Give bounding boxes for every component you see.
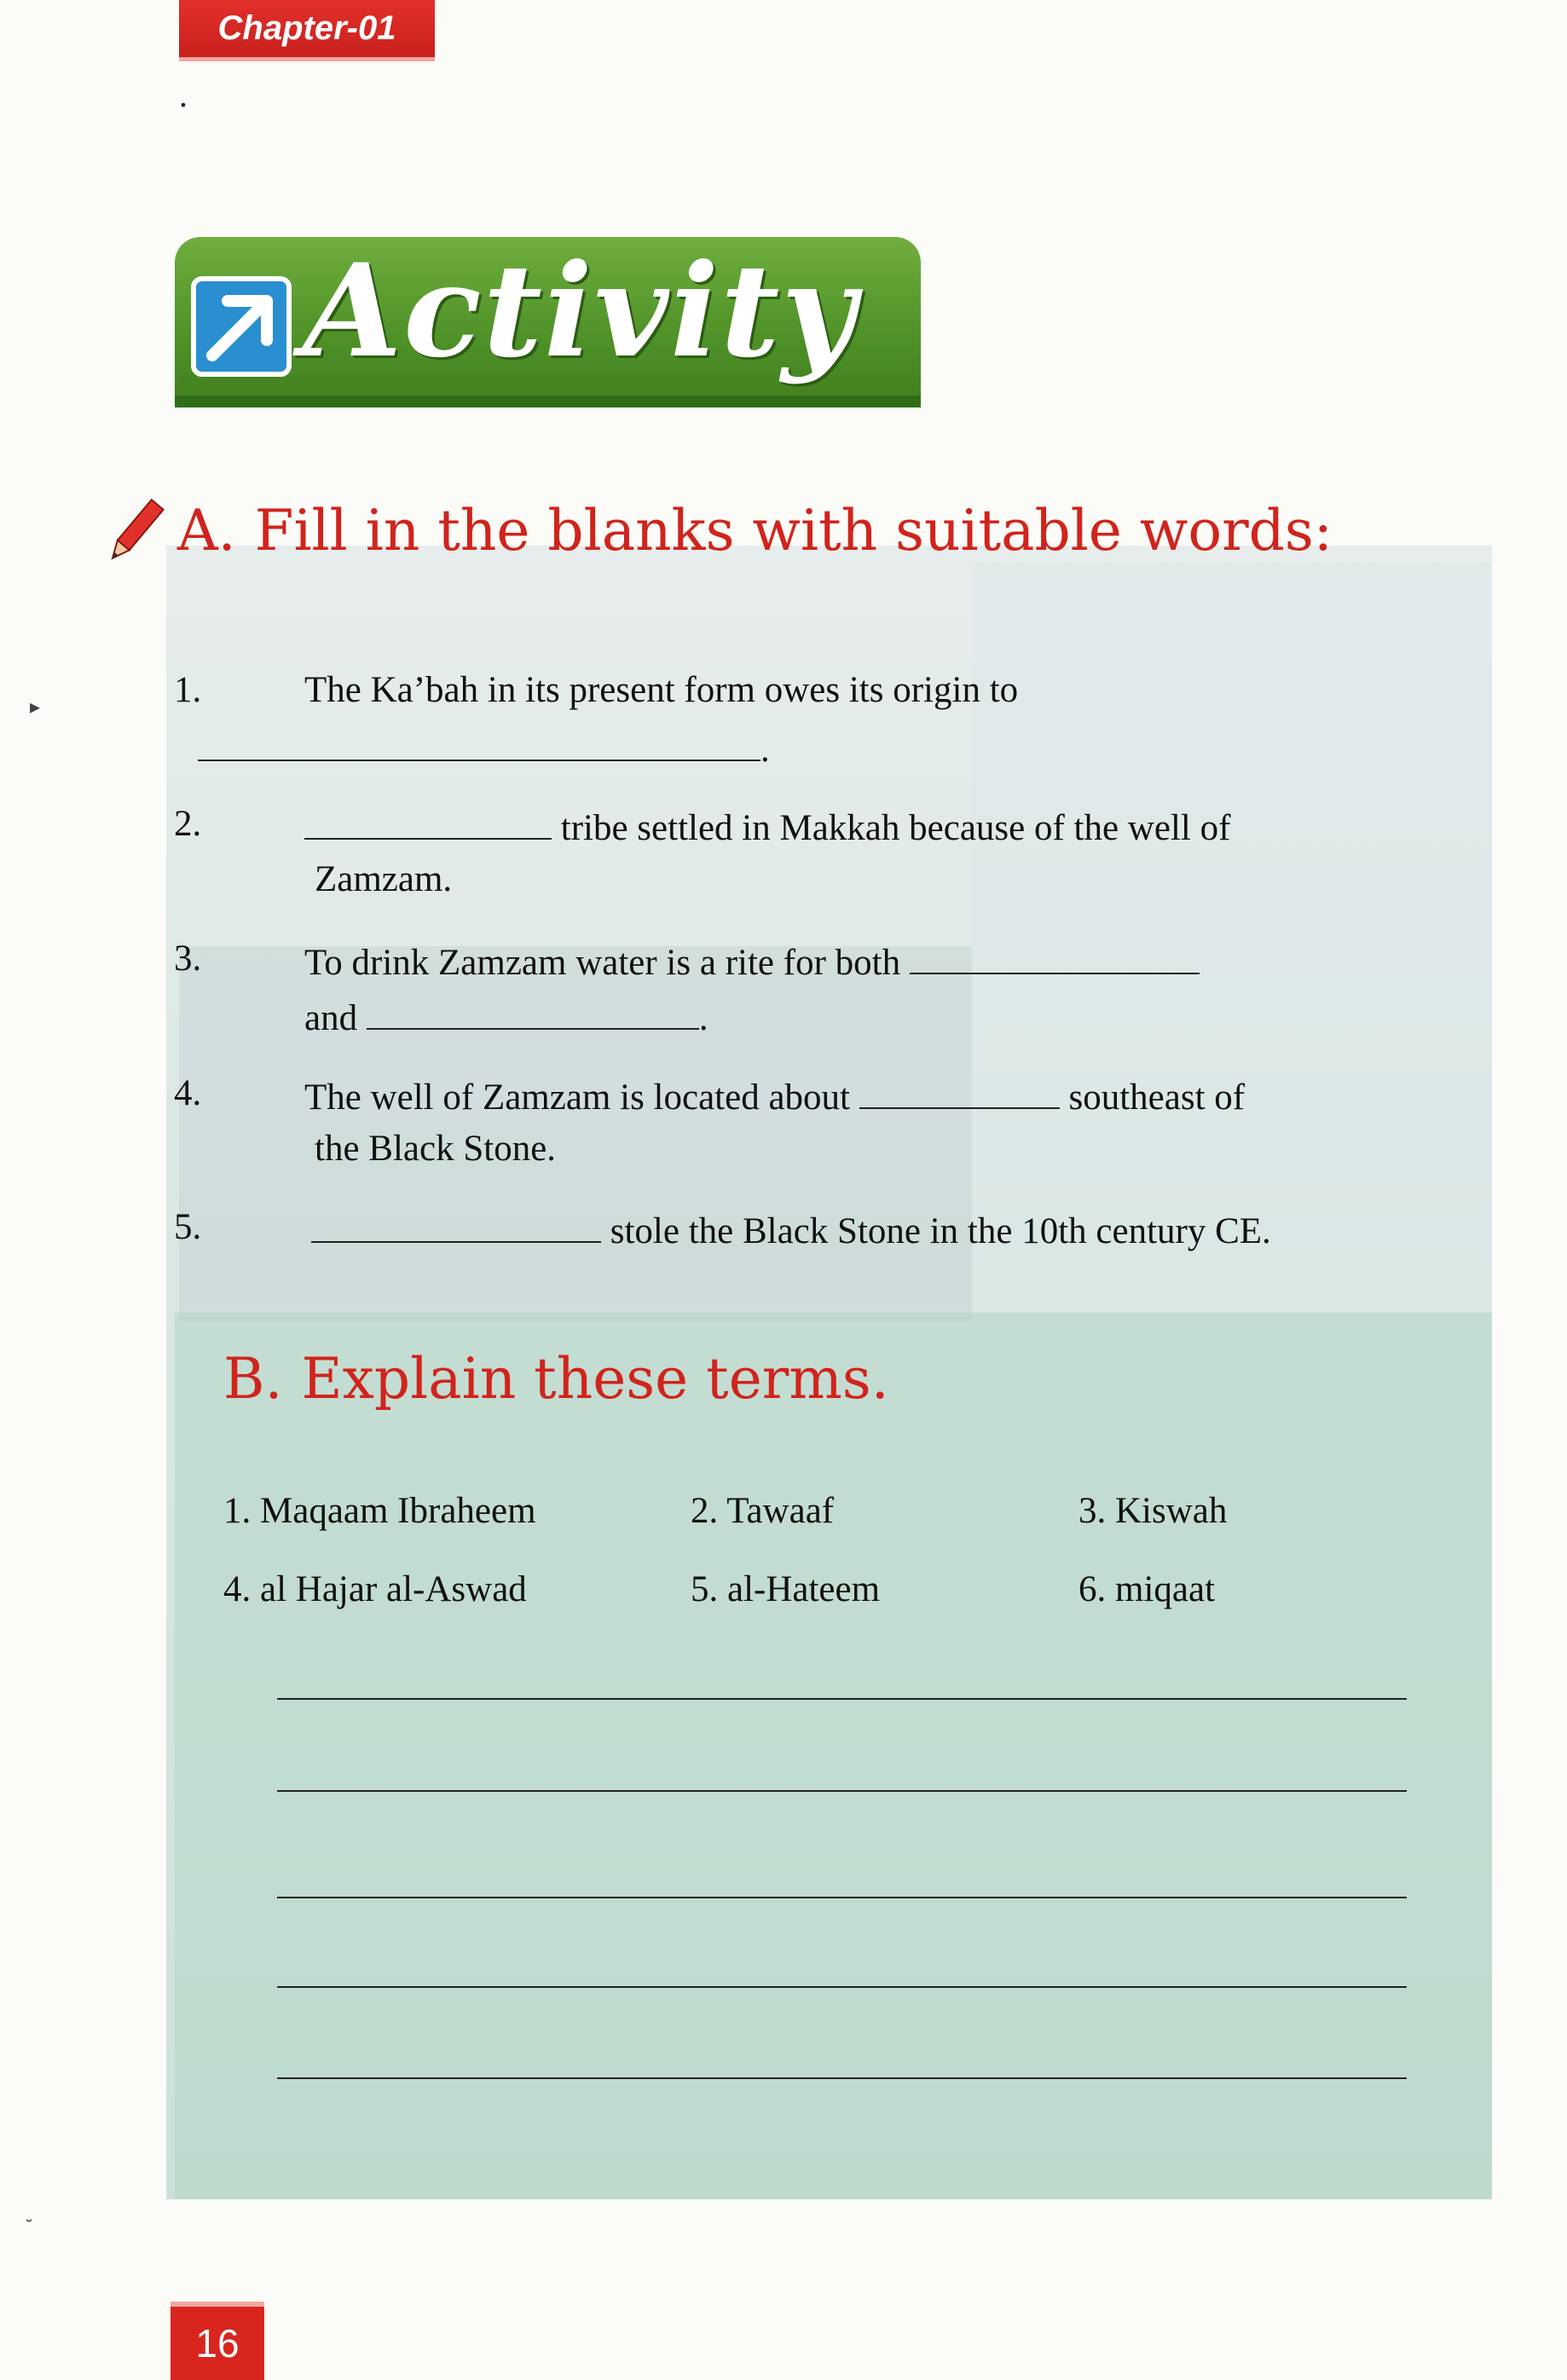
activity-title: Activity <box>303 237 858 386</box>
banner-underline <box>175 396 921 407</box>
term-item: 2. Tawaaf <box>691 1491 835 1531</box>
blank[interactable] <box>859 1071 1060 1109</box>
question-1-text: The Ka’bah in its present form owes its origin to <box>304 670 1019 710</box>
arrow-up-right-icon <box>190 275 292 378</box>
term-item: 5. al-Hateem <box>691 1569 881 1609</box>
background-green-panel <box>175 1313 1492 2199</box>
question-2-text: tribe settled in Makkah because of the well of <box>304 801 1230 852</box>
answer-line[interactable] <box>277 1986 1407 1988</box>
term-item: 6. miqaat <box>1078 1569 1216 1609</box>
term-item: 4. al Hajar al-Aswad <box>223 1569 527 1609</box>
term-item: 3. Kiswah <box>1078 1491 1228 1531</box>
page-number: 16 <box>171 2302 264 2380</box>
blank[interactable] <box>198 723 760 761</box>
margin-mark: ˘ <box>26 2216 32 2238</box>
blank[interactable] <box>304 801 552 840</box>
chapter-tab: Chapter-01 <box>179 0 435 61</box>
section-b-heading <box>223 1346 889 1412</box>
question-4-line2: the Black Stone. <box>315 1129 557 1169</box>
question-1-line2: . <box>198 723 770 773</box>
question-5-text: stole the Black Stone in the 10th century CE. <box>311 1204 1271 1255</box>
question-5-number: 5. <box>174 1207 202 1247</box>
blank[interactable] <box>367 991 699 1030</box>
question-4-number: 4. <box>174 1073 202 1113</box>
answer-line[interactable] <box>277 1897 1407 1898</box>
section-a-heading <box>177 498 1333 563</box>
section-b-title: Explain these terms. <box>301 1346 889 1412</box>
blank[interactable] <box>311 1204 601 1243</box>
answer-line[interactable] <box>277 2077 1407 2079</box>
pencil-icon <box>95 494 172 571</box>
question-2-number: 2. <box>174 804 202 844</box>
question-1-number: 1. <box>174 670 202 710</box>
question-3-line2: and . <box>304 991 708 1042</box>
question-4-text: The well of Zamzam is located about southeast of <box>304 1071 1245 1121</box>
question-3-number: 3. <box>174 939 202 979</box>
activity-banner <box>175 237 921 407</box>
section-a-title: Fill in the blanks with suitable words: <box>254 498 1333 563</box>
question-2-line2: Zamzam. <box>315 859 453 899</box>
blank[interactable] <box>910 936 1200 974</box>
question-3-text: To drink Zamzam water is a rite for both <box>304 936 1200 986</box>
background-bleedthrough-panel <box>972 563 1492 1262</box>
answer-line[interactable] <box>277 1698 1407 1700</box>
margin-mark: ▸ <box>30 696 41 719</box>
term-item: 1. Maqaam Ibraheem <box>223 1491 536 1531</box>
answer-line[interactable] <box>277 1790 1407 1792</box>
stray-dot: . <box>179 76 188 114</box>
section-a-letter: A. <box>177 498 236 563</box>
section-b-letter: B. <box>223 1346 283 1412</box>
